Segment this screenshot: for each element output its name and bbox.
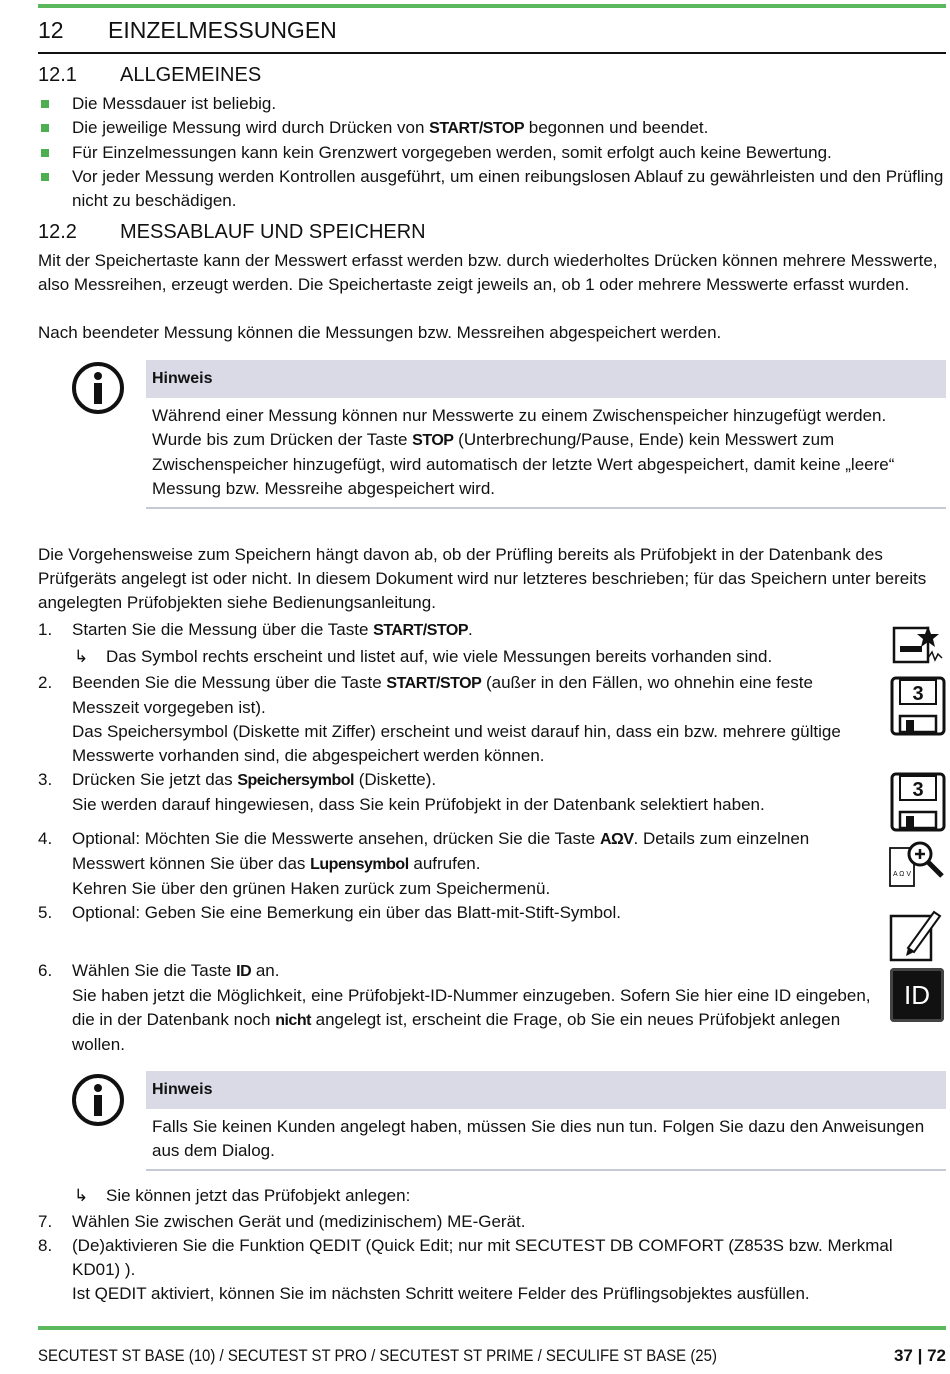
disk-count-label: 3 (912, 683, 924, 705)
info-icon (70, 1072, 126, 1128)
measurement-count-icon (892, 622, 946, 668)
id-button[interactable]: ID (890, 968, 944, 1022)
note-box-kunde (146, 1071, 946, 1171)
magnifier-icon[interactable] (888, 838, 946, 888)
disk-count-label: 3 (912, 779, 924, 801)
result-arrow-icon: ↳ (74, 1186, 89, 1205)
note-body: Während einer Messung können nur Messwerte zu einem Zwischenspeicher hinzugefügt werden. Wurde bis zum Drücken der Taste STOP (Unterbrechung/Pause, Ende) kein Messwert zum Zwischenspeicher hinzugefügt, wird automatisch der letzte Wert abgespeichert, damit keine „leere“ Messung bzw. Messreihe abgespeichert wird. (146, 398, 946, 509)
section-title-messablauf: 12.2 MESSABLAUF UND SPEICHERN (38, 221, 426, 243)
list-item: 8. (De)aktivieren Sie die Funktion QEDIT (Quick Edit; nur mit SECUTEST DB COMFORT (Z853S bzw. Merkmal KD01) ). Ist QEDIT aktiviert, können Sie im nächsten Schritt weitere Felder des Prüflingsobjektes ausfüllen. (38, 1236, 893, 1303)
bullet-square-icon (41, 124, 49, 132)
bullet-list (38, 92, 946, 213)
list-item: Die Messdauer ist beliebig. (38, 92, 946, 116)
top-accent-bar (38, 4, 946, 8)
paragraph-vorgehensweise: Die Vorgehensweise zum Speichern hängt davon ab, ob der Prüfling bereits als Prüfobjekt in der Datenbank des Prüfgeräts angelegt ist oder nicht. In diesem Dokument wird nur letzteres beschrieben; für das Speichern unter bereits angelegten Prüfobjekten siehe Bedienungsanleitung. (38, 545, 927, 612)
section-title-allgemeines: 12.1 ALLGEMEINES (38, 64, 262, 86)
note-box-zwischenspeicher (146, 360, 946, 509)
info-icon (70, 360, 126, 416)
note-heading: Hinweis (146, 1071, 946, 1109)
list-item: 3. Drücken Sie jetzt das Speichersymbol (Diskette). Sie werden darauf hingewiesen, dass Sie kein Prüfobjekt in der Datenbank selektiert haben. (38, 770, 765, 814)
page-footer (38, 1346, 946, 1366)
meter-labels: A Ω V (892, 871, 912, 878)
bottom-accent-bar (38, 1326, 946, 1330)
paragraph-speichertaste: Mit der Speichertaste kann der Messwert erfasst werden bzw. durch wiederholtes Drücken können mehrere Messwerte, also Messreihen, erzeugt werden. Die Speichertaste zeigt jeweils an, ob 1 oder mehrere Messwerte erfasst wurden. (38, 251, 938, 294)
chapter-title: 12 EINZELMESSUNGEN (38, 17, 337, 43)
note-body: Falls Sie keinen Kunden angelegt haben, müssen Sie dies nun tun. Folgen Sie dazu den Anweisungen aus dem Dialog. (146, 1109, 946, 1171)
steps-list-part4 (38, 959, 878, 1057)
list-item: 4. Optional: Möchten Sie die Messwerte ansehen, drücken Sie die Taste AΩV. Details zum einzelnen Messwert können Sie über das Lupensymbol aufrufen. Kehren Sie über den grünen Haken zurück zum Speichermenü. (38, 829, 810, 898)
result-arrow-icon: ↳ (74, 647, 89, 666)
footer-products: SECUTEST ST BASE (10) / SECUTEST ST PRO / SECUTEST ST PRIME / SECULIFE ST BASE (25) (38, 1346, 717, 1365)
list-item: 5. Optional: Geben Sie eine Bemerkung ein über das Blatt-mit-Stift-Symbol. (38, 903, 621, 922)
bullet-square-icon (41, 100, 49, 108)
page-number: 37 | 72 (893, 1346, 946, 1365)
list-item: Die jeweilige Messung wird durch Drücken von START/STOP begonnen und beendet. (38, 116, 946, 141)
steps-list-part2 (38, 671, 878, 817)
list-item: Für Einzelmessungen kann kein Grenzwert vorgegeben werden, somit erfolgt auch keine Bewertung. (38, 141, 946, 165)
floppy-disk-save-button[interactable] (890, 772, 946, 832)
chapter-rule (38, 52, 946, 54)
list-item: Vor jeder Messung werden Kontrollen ausgeführt, um einen reibungslosen Ablauf zu gewährleisten und den Prüfling nicht zu beschädigen. (38, 165, 946, 213)
steps-list-part5 (38, 1210, 938, 1306)
note-heading: Hinweis (146, 360, 946, 398)
steps-list-part3 (38, 827, 878, 925)
result-line: ↳ Sie können jetzt das Prüfobjekt anlegen: (38, 1184, 936, 1208)
list-item: 2. Beenden Sie die Messung über die Taste START/STOP (außer in den Fällen, wo ohnehin eine feste Messzeit vorgegeben ist). Das Speichersymbol (Diskette mit Ziffer) erscheint und weist darauf hin, dass ein bzw. mehrere gültige Messwerte vorhanden sind, die abgespeichert werden können. (38, 673, 841, 765)
result-line: ↳ Das Symbol rechts erscheint und listet auf, wie viele Messungen bereits vorhanden sind. (38, 645, 936, 669)
list-item: 1. Starten Sie die Messung über die Taste START/STOP. (38, 620, 473, 639)
bullet-square-icon (41, 173, 49, 181)
note-pencil-icon[interactable] (888, 906, 946, 964)
paragraph-nach-messung: Nach beendeter Messung können die Messungen bzw. Messreihen abgespeichert werden. (38, 323, 722, 342)
list-item: 7. Wählen Sie zwischen Gerät und (medizinischem) ME-Gerät. (38, 1212, 526, 1231)
list-item: 6. Wählen Sie die Taste ID an. Sie haben jetzt die Möglichkeit, eine Prüfobjekt-ID-Nummer einzugeben. Sofern Sie hier eine ID eingeben, die in der Datenbank noch nicht angelegt ist, erscheint die Frage, ob Sie ein neues Prüfobjekt anlegen wollen. (38, 961, 871, 1054)
floppy-disk-icon (890, 676, 946, 736)
steps-list-part1 (38, 618, 878, 643)
bullet-square-icon (41, 149, 49, 157)
